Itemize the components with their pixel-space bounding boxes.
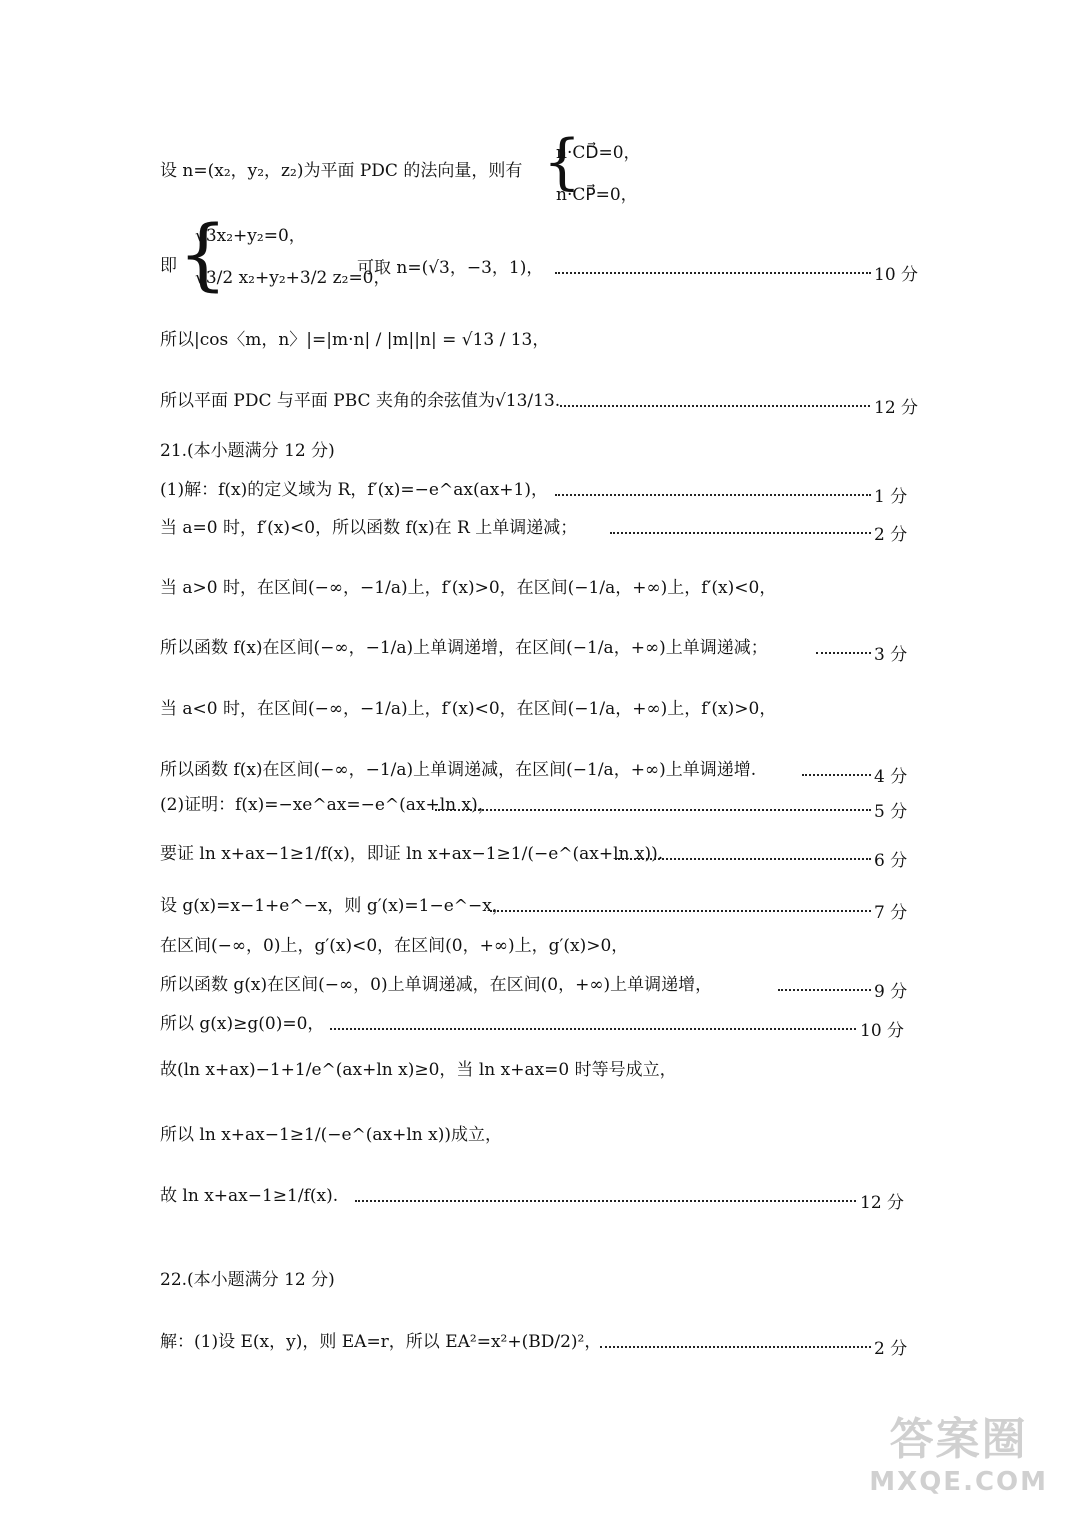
dot-leader: [610, 532, 871, 534]
score-10: 10 分: [874, 265, 919, 285]
score-2b: 2 分: [874, 1339, 908, 1359]
score-9: 9 分: [874, 982, 908, 1002]
system-eq-1: n·CD⃗=0，: [556, 143, 641, 163]
q21-part1-line1: (1)解：f(x)的定义域为 R，f′(x)=−e^ax(ax+1)，: [160, 480, 548, 500]
score-4: 4 分: [874, 767, 908, 787]
score-1: 1 分: [874, 487, 908, 507]
dot-leader: [555, 494, 871, 496]
ji-prefix: 即: [160, 256, 177, 276]
q21-part2-line7: 故(ln x+ax)−1+1/e^(ax+ln x)≥0，当 ln x+ax=0 时等号成立，: [160, 1060, 677, 1080]
score-6: 6 分: [874, 851, 908, 871]
q21-part1-line3: 当 a>0 时，在区间(−∞，−1/a)上，f′(x)>0，在区间(−1/a，+∞)上，f′(x)<0，: [160, 578, 777, 598]
q21-part1-line2: 当 a=0 时，f′(x)<0，所以函数 f(x)在 R 上单调递减；: [160, 518, 578, 538]
score-3: 3 分: [874, 645, 908, 665]
q21-part2-line9: 故 ln x+ax−1≥1/f(x).: [160, 1186, 339, 1206]
score-10b: 10 分: [860, 1021, 905, 1041]
system-brace: {: [543, 127, 582, 197]
normal-vector-line: [160, 163, 522, 180]
dot-leader: [355, 1200, 856, 1202]
cosine-value-line: 所以平面 PDC 与平面 PBC 夹角的余弦值为√13/13.: [160, 391, 561, 411]
system2-eq-2: √3/2 x₂+y₂+3/2 z₂=0，: [195, 268, 391, 288]
score-5: 5 分: [874, 802, 908, 822]
dot-leader: [330, 1028, 856, 1030]
q21-part1-line6: 所以函数 f(x)在区间(−∞，−1/a)上单调递减，在区间(−1/a，+∞)上单调递增.: [160, 760, 757, 780]
dot-leader: [802, 774, 871, 776]
cos-line: 所以|cos〈m，n〉|=|m·n| / |m||n| = √13 / 13，: [160, 330, 550, 350]
dot-leader: [615, 858, 871, 860]
q21-part2-line6: 所以 g(x)≥g(0)=0，: [160, 1014, 325, 1034]
q21-part1-line5: 当 a<0 时，在区间(−∞，−1/a)上，f′(x)<0，在区间(−1/a，+∞)上，f′(x)>0，: [160, 699, 777, 719]
watermark-url: MXQE.COM: [869, 1467, 1048, 1497]
dot-leader: [816, 652, 871, 654]
q21-part1-line4: 所以函数 f(x)在区间(−∞，−1/a)上单调递增，在区间(−1/a，+∞)上单调递减；: [160, 638, 768, 658]
question-22-header: 22.(本小题满分 12 分): [160, 1270, 335, 1290]
q21-part2-line3: 设 g(x)=x−1+e^−x，则 g′(x)=1−e^−x，: [160, 896, 509, 916]
dot-leader: [600, 1346, 871, 1348]
dot-leader: [778, 989, 871, 991]
system2-eq-1: √3x₂+y₂=0，: [195, 226, 306, 246]
watermark-logo-text: 答案圈: [889, 1414, 1028, 1465]
dot-leader: [435, 809, 871, 811]
q21-part2-line4: 在区间(−∞，0)上，g′(x)<0，在区间(0，+∞)上，g′(x)>0，: [160, 936, 629, 956]
score-12b: 12 分: [860, 1193, 905, 1213]
dot-leader: [555, 272, 871, 274]
question-21-header: 21.(本小题满分 12 分): [160, 441, 335, 461]
dot-leader: [490, 910, 871, 912]
system-brace-2: {: [178, 210, 228, 300]
watermark: [869, 1403, 1048, 1497]
score-7: 7 分: [874, 903, 908, 923]
q21-part2-line8: 所以 ln x+ax−1≥1/(−e^(ax+ln x))成立，: [160, 1125, 503, 1145]
choose-n-text: 可取 n=(√3，−3，1)，: [357, 258, 544, 278]
q21-part2-line2: 要证 ln x+ax−1≥1/f(x)，即证 ln x+ax−1≥1/(−e^(ax+ln x)).: [160, 844, 664, 864]
dot-leader: [560, 405, 870, 407]
q22-line1: 解：(1)设 E(x，y)，则 EA=r，所以 EA²=x²+(BD/2)²，: [160, 1332, 602, 1352]
system-eq-2: n·CP⃗=0，: [556, 185, 638, 205]
score-2: 2 分: [874, 525, 908, 545]
normal-vector-text: 设 n=(x₂，y₂，z₂)为平面 PDC 的法向量，则有: [160, 161, 523, 181]
q21-part2-line1: (2)证明：f(x)=−xe^ax=−e^(ax+ln x)，: [160, 795, 495, 815]
score-12: 12 分: [874, 398, 919, 418]
q21-part2-line5: 所以函数 g(x)在区间(−∞，0)上单调递减，在区间(0，+∞)上单调递增，: [160, 975, 713, 995]
